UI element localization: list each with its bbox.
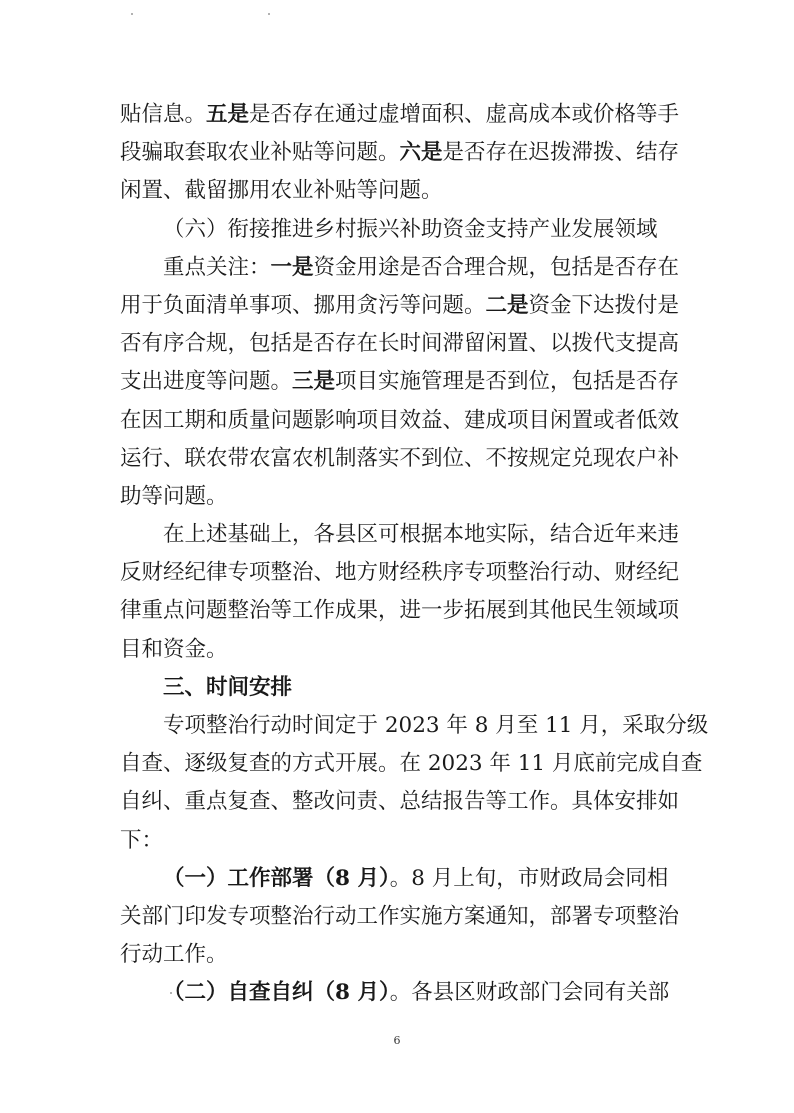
- text-line: [120, 249, 695, 287]
- text-run: 行动工作。: [120, 942, 228, 968]
- text-run: 闲置、截留挪用农业补贴等问题。: [120, 178, 443, 204]
- text-line: [120, 134, 695, 172]
- text-run: 是否存在通过虚增面积、虚高成本或价格等手: [249, 102, 680, 127]
- bold-text: 二是: [485, 292, 529, 318]
- paragraph-p2: [120, 211, 695, 249]
- text-run: 。8 月上旬，市财政局会同相: [389, 865, 669, 891]
- bold-text: （一）工作部署（8 月）: [163, 865, 390, 891]
- text-run: 自查、逐级复查的方式开展。在 2023 年 11 月底前完成自查: [120, 751, 703, 777]
- bold-text: （二）自查自纠（8 月）: [163, 980, 390, 1006]
- text-line: [120, 745, 703, 783]
- paragraph-p7: [120, 860, 695, 975]
- text-line: [120, 96, 695, 134]
- text-line: [120, 669, 695, 707]
- text-run: 。各县区财政部门会同有关部: [389, 980, 670, 1006]
- text-run: 目和资金。: [120, 636, 228, 662]
- text-run: 是否存在迟拨滞拨、结存: [442, 140, 680, 166]
- text-line: [120, 440, 695, 478]
- text-run: 运行、联农带农富农机制落实不到位、不按规定兑现农户补: [120, 445, 680, 471]
- text-line: [120, 936, 695, 974]
- text-line: [120, 363, 695, 401]
- bold-text: 六是: [399, 140, 443, 166]
- text-line: [120, 974, 695, 1012]
- paragraph-p8: [120, 974, 695, 1012]
- text-run: 段骗取套取农业补贴等问题。: [120, 140, 400, 166]
- text-run: 下：: [120, 827, 164, 853]
- text-run: 资金用途是否合理合规，包括是否存在: [313, 254, 680, 280]
- bold-text: 三是: [292, 369, 336, 395]
- scan-speck: [268, 13, 270, 15]
- text-run: 律重点问题整治等工作成果，进一步拓展到其他民生领域项: [120, 598, 680, 624]
- text-run: 用于负面清单事项、挪用贪污等问题。: [120, 292, 486, 318]
- text-run: 助等问题。: [120, 483, 228, 509]
- paragraph-p5: [120, 669, 695, 707]
- paragraph-p1: [120, 96, 695, 211]
- paragraph-p3: [120, 249, 695, 516]
- text-run: 资金下达拨付是: [528, 292, 680, 318]
- text-run: （六）衔接推进乡村振兴补助资金支持产业发展领域: [163, 216, 658, 242]
- text-run: 否有序合规，包括是否存在长时间滞留闲置、以拨代支提高: [120, 331, 680, 357]
- text-run: 支出进度等问题。: [120, 369, 293, 395]
- paragraph-p4: [120, 516, 695, 669]
- bold-text: 五是: [206, 102, 250, 127]
- text-line: [120, 325, 695, 363]
- text-line: [120, 402, 695, 440]
- text-line: [120, 860, 695, 898]
- document-body: [120, 96, 709, 1013]
- text-run: 三、时间安排: [163, 674, 293, 700]
- page-number: 6: [393, 1034, 401, 1047]
- paragraph-p6: [120, 707, 709, 860]
- bold-text: 一是: [270, 254, 314, 280]
- text-run: 在上述基础上，各县区可根据本地实际，结合近年来违: [163, 522, 680, 548]
- text-run: 项目实施管理是否到位，包括是否存: [335, 369, 680, 395]
- text-line: [120, 554, 695, 592]
- text-line: [120, 211, 695, 249]
- text-line: [120, 172, 695, 210]
- text-run: 贴信息。: [120, 102, 207, 127]
- text-line: [120, 783, 695, 821]
- text-line: [120, 707, 709, 745]
- text-run: 反财经纪律专项整治、地方财经秩序专项整治行动、财经纪: [120, 560, 680, 586]
- text-run: 自纠、重点复查、整改问责、总结报告等工作。具体安排如: [120, 789, 680, 815]
- text-line: [120, 478, 695, 516]
- text-line: [120, 822, 695, 860]
- text-line: [120, 898, 695, 936]
- text-run: 专项整治行动时间定于 2023 年 8 月至 11 月，采取分级: [163, 713, 709, 738]
- text-run: 重点关注：: [163, 254, 271, 280]
- text-line: [120, 287, 695, 325]
- text-run: 在因工期和质量问题影响项目效益、建成项目闲置或者低效: [120, 407, 680, 433]
- text-run: 关部门印发专项整治行动工作实施方案通知，部署专项整治: [120, 903, 680, 929]
- text-line: [120, 631, 695, 669]
- text-line: [120, 592, 695, 630]
- text-line: [120, 516, 695, 554]
- scan-speck: [131, 13, 133, 15]
